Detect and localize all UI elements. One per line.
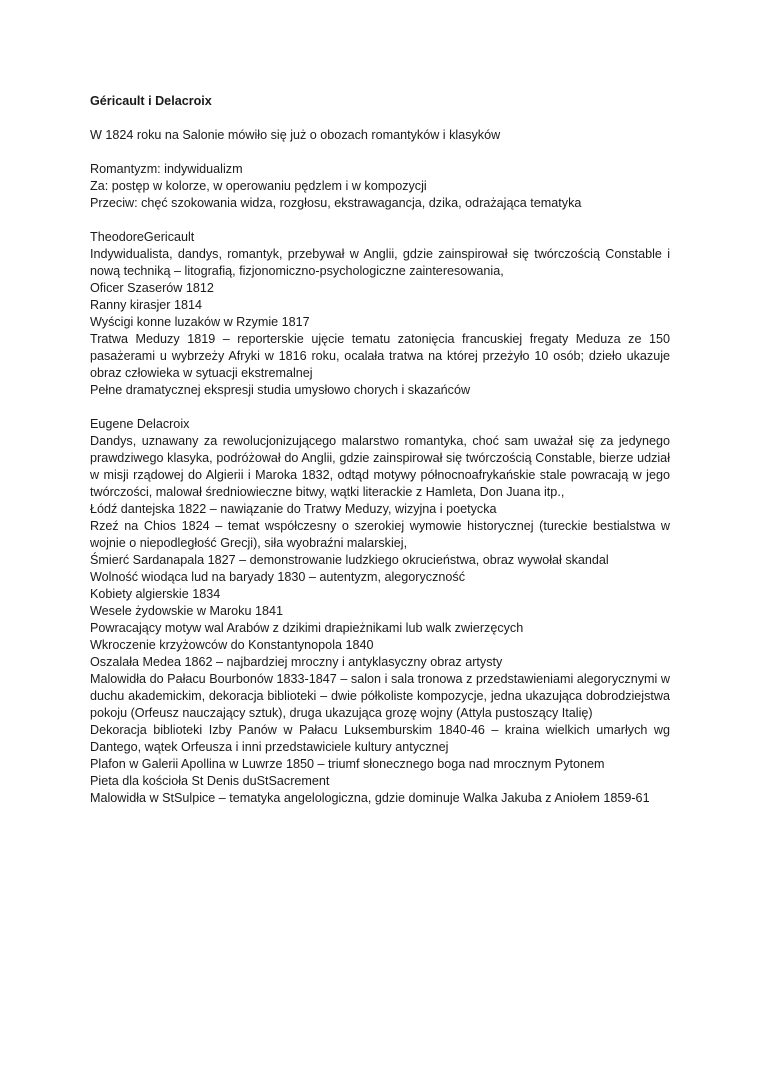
gericault-work: Tratwa Meduzy 1819 – reporterskie ujęcie tematu zatonięcia francuskiej fregaty Meduza ze 150 pasażerami u wybrzeży Afryki w 1816 roku, ocalała tratwa na której przeżyło 10 osób; dzieło ukazuje obraz człowieka w sytuacji ekstremalnej — [90, 332, 670, 380]
intro-line: W 1824 roku na Salonie mówiło się już o obozach romantyków i klasyków — [90, 128, 501, 142]
delacroix-work: Rzeź na Chios 1824 – temat współczesny o szerokiej wymowie historycznej (tureckie bestialstwa w wojnie o niepodległość Grecji), siła wyobraźni malarskiej, — [90, 519, 670, 550]
delacroix-work: Łódź dantejska 1822 – nawiązanie do Tratwy Meduzy, wizyjna i poetycka — [90, 502, 497, 516]
gericault-work: Oficer Szaserów 1812 — [90, 281, 214, 295]
gericault-name: TheodoreGericault — [90, 230, 195, 244]
document-page — [90, 93, 670, 807]
romanticism-cons: Przeciw: chęć szokowania widza, rozgłosu, ekstrawagancja, dzika, odrażająca tematyka — [90, 196, 582, 210]
gericault-work: Ranny kirasjer 1814 — [90, 298, 203, 312]
gericault-bio: Indywidualista, dandys, romantyk, przebywał w Anglii, gdzie zainspirował się twórczością Constable i nową techniką – litografią, fizjonomiczno-psychologiczne zainteresowania, — [90, 247, 670, 278]
spacer — [90, 399, 670, 416]
delacroix-work: Dekoracja biblioteki Izby Panów w Pałacu Luksemburskim 1840-46 – kraina wielkich umarłych wg Dantego, wątek Orfeusza i inni przedstawiciele kultury antycznej — [90, 723, 670, 754]
romanticism-heading: Romantyzm: indywidualizm — [90, 162, 243, 176]
gericault-work: Pełne dramatycznej ekspresji studia umysłowo chorych i skazańców — [90, 383, 471, 397]
delacroix-work: Plafon w Galerii Apollina w Luwrze 1850 – triumf słonecznego boga nad mrocznym Pytonem — [90, 757, 605, 771]
spacer — [90, 144, 670, 161]
delacroix-work: Oszalała Medea 1862 – najbardziej mroczny i antyklasyczny obraz artysty — [90, 655, 503, 669]
delacroix-work: Wkroczenie krzyżowców do Konstantynopola 1840 — [90, 638, 374, 652]
delacroix-work: Wesele żydowskie w Maroku 1841 — [90, 604, 283, 618]
delacroix-work: Pieta dla kościoła St Denis duStSacrement — [90, 774, 330, 788]
document-title: Géricault i Delacroix — [90, 94, 212, 108]
delacroix-bio: Dandys, uznawany za rewolucjonizującego malarstwo romantyka, choć sam uważał się za jedynego prawdziwego klasyka, podróżował do Anglii, gdzie zainspirował się twórczością Constable, bierze udział w misji rządowej do Algierii i Maroka 1832, odtąd motywy północnoafrykańskie stale powracają w jego twórczości, malował średniowieczne bitwy, wątki literackie z Hamleta, Don Juana itp., — [90, 434, 670, 499]
gericault-work: Wyścigi konne luzaków w Rzymie 1817 — [90, 315, 310, 329]
delacroix-work: Wolność wiodąca lud na baryady 1830 – autentyzm, alegoryczność — [90, 570, 465, 584]
delacroix-work: Śmierć Sardanapala 1827 – demonstrowanie ludzkiego okrucieństwa, obraz wywołał skandal — [90, 553, 609, 567]
delacroix-work: Powracający motyw wal Arabów z dzikimi drapieżnikami lub walk zwierzęcych — [90, 621, 524, 635]
delacroix-name: Eugene Delacroix — [90, 417, 190, 431]
delacroix-work: Kobiety algierskie 1834 — [90, 587, 221, 601]
delacroix-work: Malowidła w StSulpice – tematyka angelologiczna, gdzie dominuje Walka Jakuba z Aniołem 1859-61 — [90, 791, 650, 805]
spacer — [90, 212, 670, 229]
delacroix-work: Malowidła do Pałacu Bourbonów 1833-1847 – salon i sala tronowa z przedstawieniami alegorycznymi w duchu akademickim, dekoracja biblioteki – dwie półkoliste kompozycje, jedna ukazująca dobrodziejstwa pokoju (Orfeusz nauczający sztuk), druga ukazująca grozę wojny (Attyla pustoszący Italię) — [90, 672, 670, 720]
romanticism-pros: Za: postęp w kolorze, w operowaniu pędzlem i w kompozycji — [90, 179, 427, 193]
